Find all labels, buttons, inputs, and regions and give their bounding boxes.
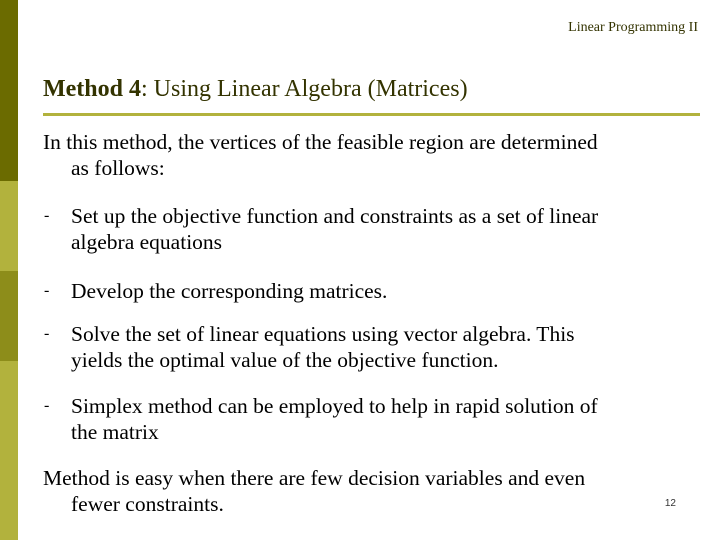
bullet-3-line-1: Solve the set of linear equations using vector algebra. This <box>71 322 575 346</box>
closing-line-2: fewer constraints. <box>71 492 224 516</box>
slide-title <box>43 76 468 103</box>
side-bar-bottom <box>0 361 18 540</box>
side-bar-middle-upper <box>0 181 18 271</box>
bullet-item <box>71 203 686 255</box>
closing-paragraph <box>43 465 683 517</box>
side-bar-middle-lower <box>0 271 18 361</box>
bullet-item <box>71 278 686 304</box>
side-bar-top <box>0 0 18 181</box>
bullet-item <box>71 321 686 373</box>
intro-line-1: In this method, the vertices of the feasible region are determined <box>43 130 598 154</box>
slide-title-bold: Method 4 <box>43 76 141 102</box>
page-number: 12 <box>664 498 676 509</box>
bullet-2-line-1: Develop the corresponding matrices. <box>71 279 388 303</box>
bullet-4-line-2: the matrix <box>71 420 159 444</box>
course-header: Linear Programming II <box>568 20 698 35</box>
bullet-4-line-1: Simplex method can be employed to help in rapid solution of <box>71 394 598 418</box>
bullet-marker: - <box>44 397 50 414</box>
slide-title-rest: : Using Linear Algebra (Matrices) <box>141 76 468 102</box>
bullet-marker: - <box>44 325 50 342</box>
closing-line-1: Method is easy when there are few decision variables and even <box>43 466 586 490</box>
intro-line-2: as follows: <box>71 156 165 180</box>
bullet-marker: - <box>44 207 50 224</box>
bullet-1-line-1: Set up the objective function and constraints as a set of linear <box>71 204 599 228</box>
bullet-item <box>71 393 686 445</box>
bullet-1-line-2: algebra equations <box>71 230 223 254</box>
title-underline <box>43 113 700 116</box>
bullet-3-line-2: yields the optimal value of the objective function. <box>71 348 499 372</box>
bullet-marker: - <box>44 282 50 299</box>
intro-paragraph <box>43 129 683 181</box>
